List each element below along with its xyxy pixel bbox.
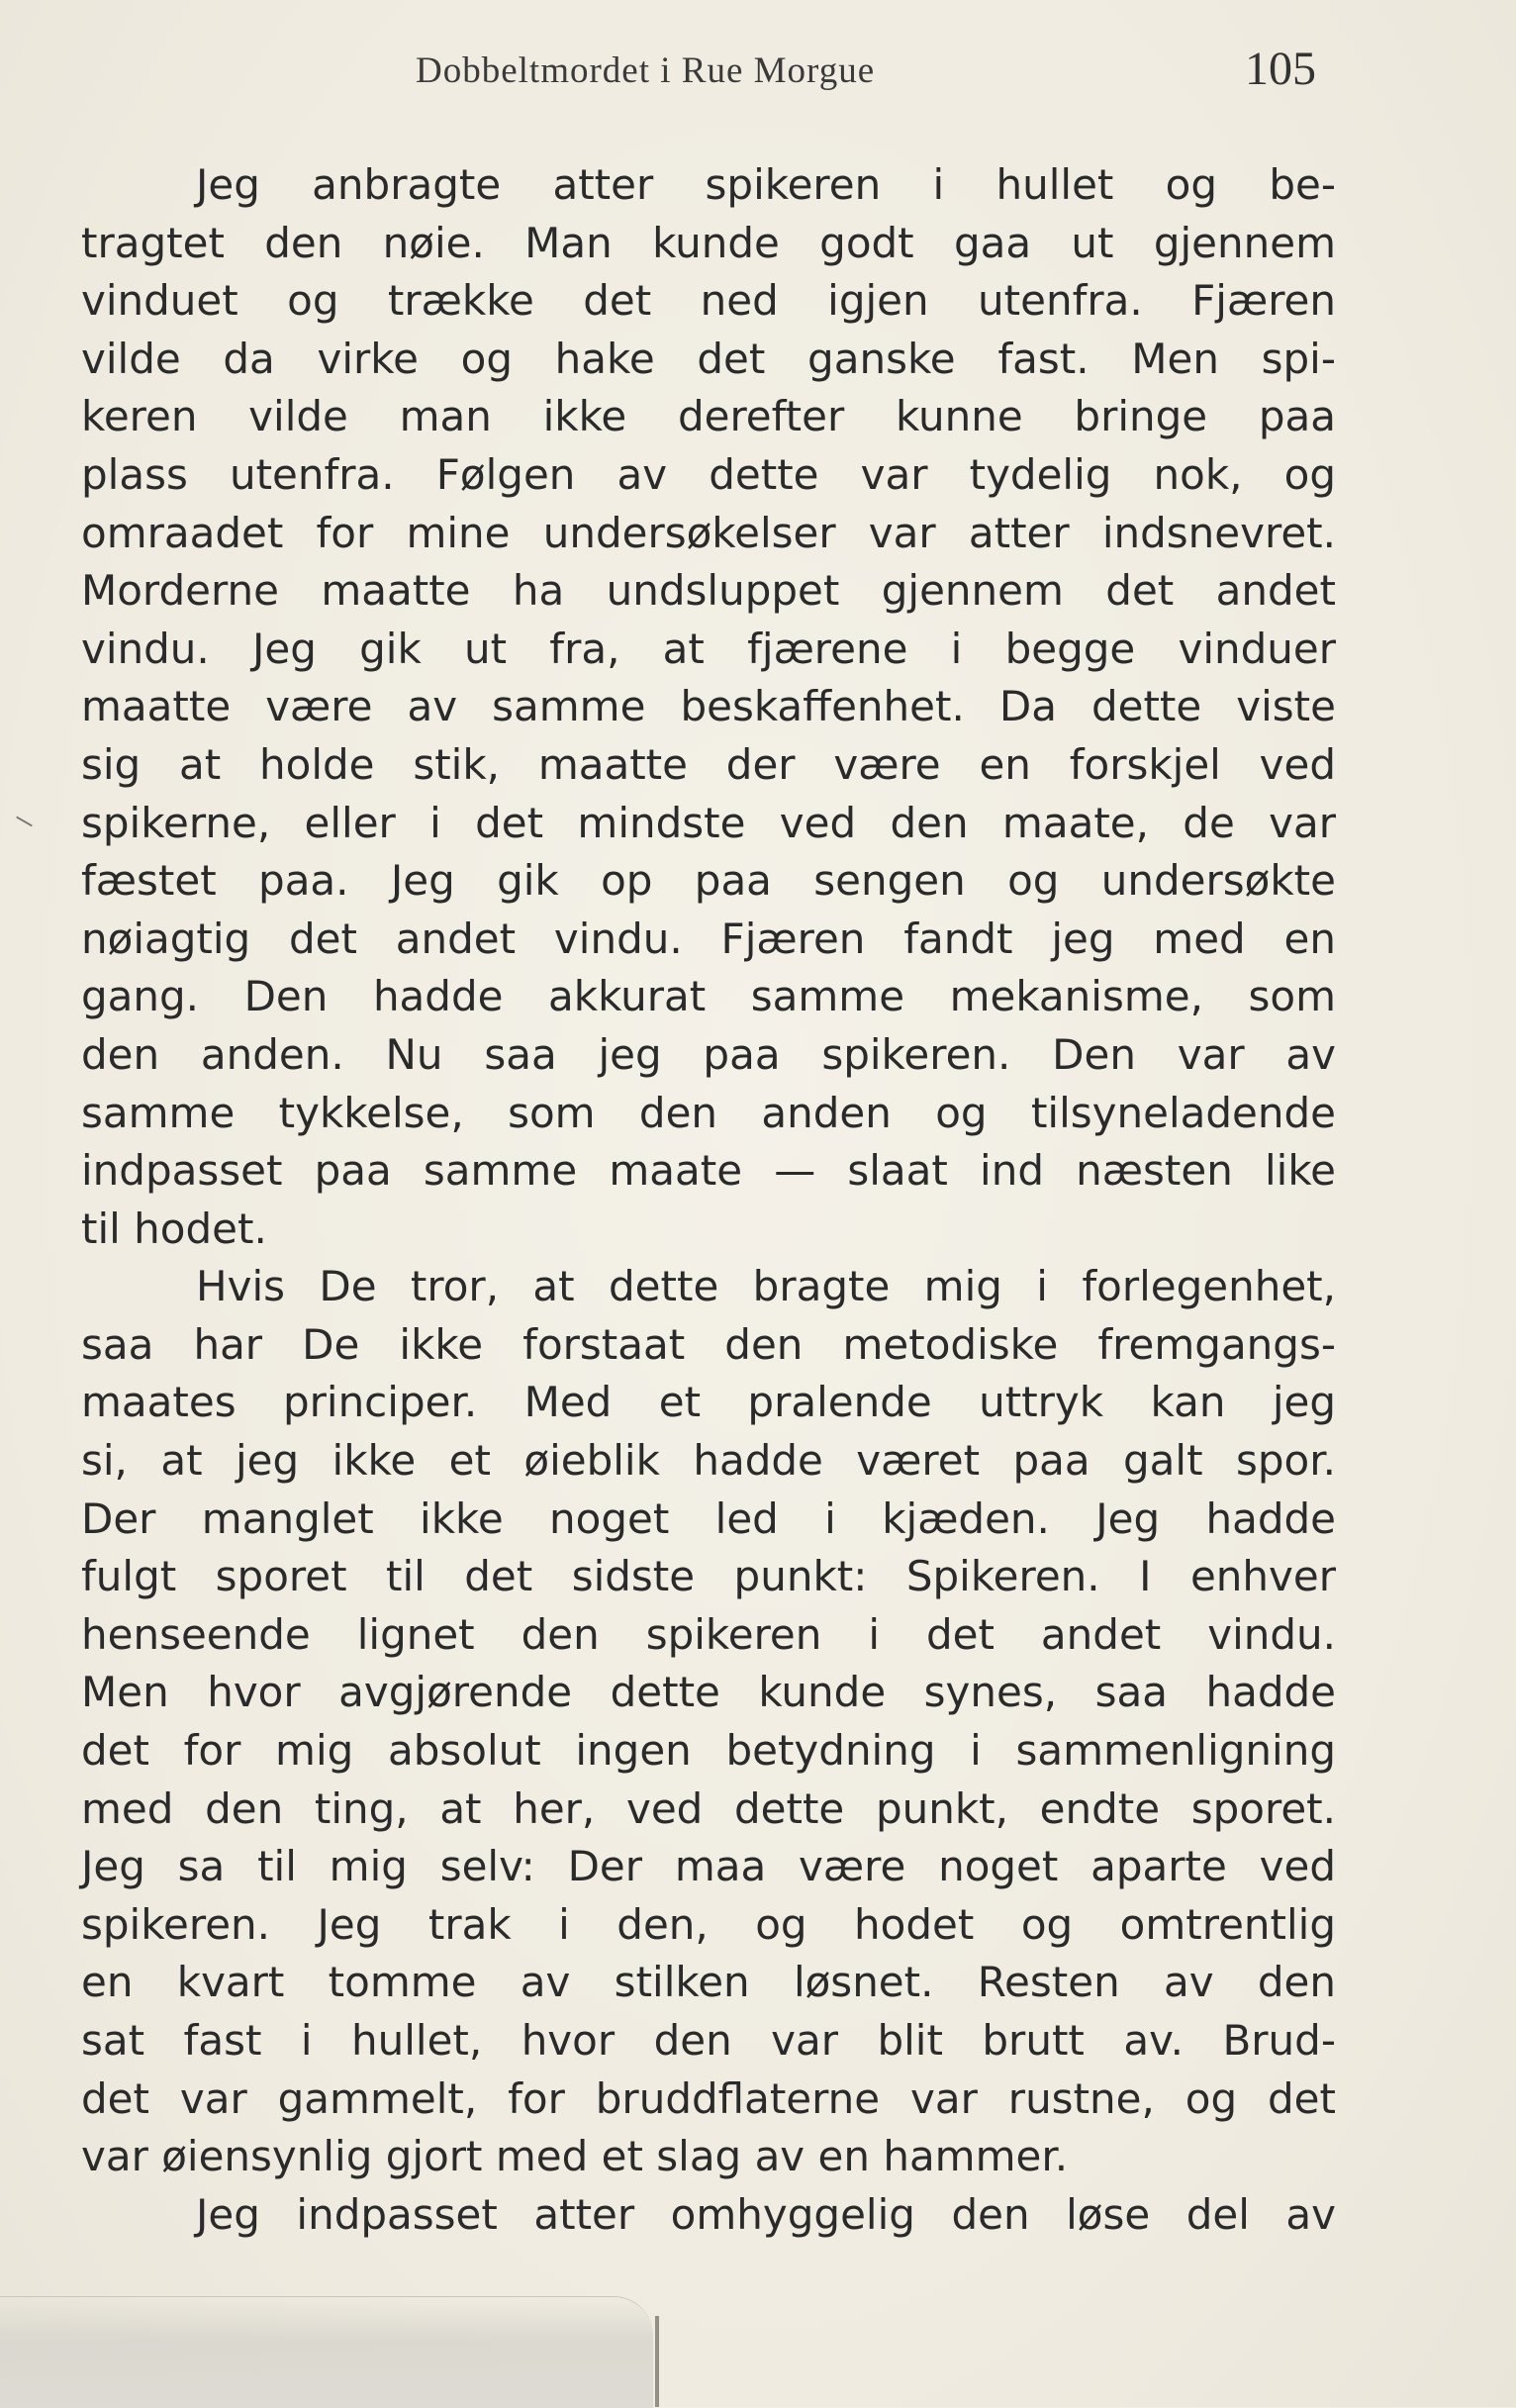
- text-line: vindu. Jeg gik ut fra, at fjærene i begge vinduer: [81, 624, 1336, 673]
- text-line: en kvart tomme av stilken løsnet. Resten av den: [81, 1958, 1336, 2007]
- text-line: indpasset paa samme maate — slaat ind næsten like: [81, 1146, 1336, 1196]
- text-line: omraadet for mine undersøkelser var atter indsnevret.: [81, 508, 1336, 557]
- text-line: Jeg sa til mig selv: Der maa være noget aparte ved: [81, 1842, 1336, 1891]
- text-line: vinduet og trække det ned igjen utenfra. Fjæren: [81, 276, 1336, 326]
- text-line: den anden. Nu saa jeg paa spikeren. Den var av: [81, 1029, 1336, 1079]
- text-line: sig at holde stik, maatte der være en forskjel ved: [81, 739, 1336, 789]
- text-line: saa har De ikke forstaat den metodiske fremgangs-: [81, 1319, 1336, 1369]
- text-line: spikerne, eller i det mindste ved den maate, de var: [81, 798, 1336, 847]
- text-line: Morderne maatte ha undsluppet gjennem det andet: [81, 566, 1336, 616]
- paragraph-1: [81, 156, 1336, 1258]
- text-line: samme tykkelse, som den anden og tilsyneladende: [81, 1088, 1336, 1137]
- paragraph-2: [81, 1258, 1336, 2186]
- text-line: sat fast i hullet, hvor den var blit brutt av. Brud-: [81, 2016, 1336, 2065]
- text-line: spikeren. Jeg trak i den, og hodet og omtrentlig: [81, 1899, 1336, 1949]
- paragraph-3: [81, 2186, 1336, 2245]
- text-line: Der manglet ikke noget led i kjæden. Jeg hadde: [81, 1493, 1336, 1543]
- text-line: fulgt sporet til det sidste punkt: Spikeren. I enhver: [81, 1552, 1336, 1601]
- text-line: tragtet den nøie. Man kunde godt gaa ut gjennem: [81, 218, 1336, 267]
- text-line: gang. Den hadde akkurat samme mekanisme, som: [81, 972, 1336, 1021]
- text-line: fæstet paa. Jeg gik op paa sengen og undersøkte: [81, 856, 1336, 906]
- text-line: henseende lignet den spikeren i det andet vindu.: [81, 1609, 1336, 1659]
- page-number: 105: [1245, 43, 1316, 95]
- text-line: keren vilde man ikke derefter kunne bringe paa: [81, 392, 1336, 441]
- page-fold-shadow: [0, 2296, 653, 2408]
- text-line: det var gammelt, for bruddflaterne var rustne, og det: [81, 2073, 1336, 2123]
- gutter-line: [655, 2316, 659, 2407]
- text-line: det for mig absolut ingen betydning i sammenligning: [81, 1726, 1336, 1776]
- text-line: nøiagtig det andet vindu. Fjæren fandt jeg med en: [81, 914, 1336, 963]
- text-line: Hvis De tror, at dette bragte mig i forlegenhet,: [196, 1262, 1336, 1311]
- margin-mark: [9, 817, 33, 839]
- body-text: [81, 156, 1336, 2244]
- text-line: si, at jeg ikke et øieblik hadde været paa galt spor.: [81, 1436, 1336, 1486]
- text-line: var øiensynlig gjort med et slag av en hammer.: [81, 2132, 1069, 2181]
- text-line: vilde da virke og hake det ganske fast. Men spi-: [81, 334, 1336, 383]
- text-line: til hodet.: [81, 1204, 267, 1253]
- text-line: Jeg anbragte atter spikeren i hullet og be-: [196, 160, 1336, 209]
- text-line: med den ting, at her, ved dette punkt, endte sporet.: [81, 1783, 1336, 1833]
- text-line: Men hvor avgjørende dette kunde synes, saa hadde: [81, 1668, 1336, 1717]
- running-title: Dobbeltmordet i Rue Morgue: [416, 50, 876, 91]
- text-line: plass utenfra. Følgen av dette var tydelig nok, og: [81, 449, 1336, 499]
- text-line: Jeg indpasset atter omhyggelig den løse del av: [196, 2189, 1336, 2239]
- text-line: maates principer. Med et pralende uttryk kan jeg: [81, 1378, 1336, 1427]
- running-header: [0, 42, 1516, 101]
- text-line: maatte være av samme beskaffenhet. Da dette viste: [81, 682, 1336, 731]
